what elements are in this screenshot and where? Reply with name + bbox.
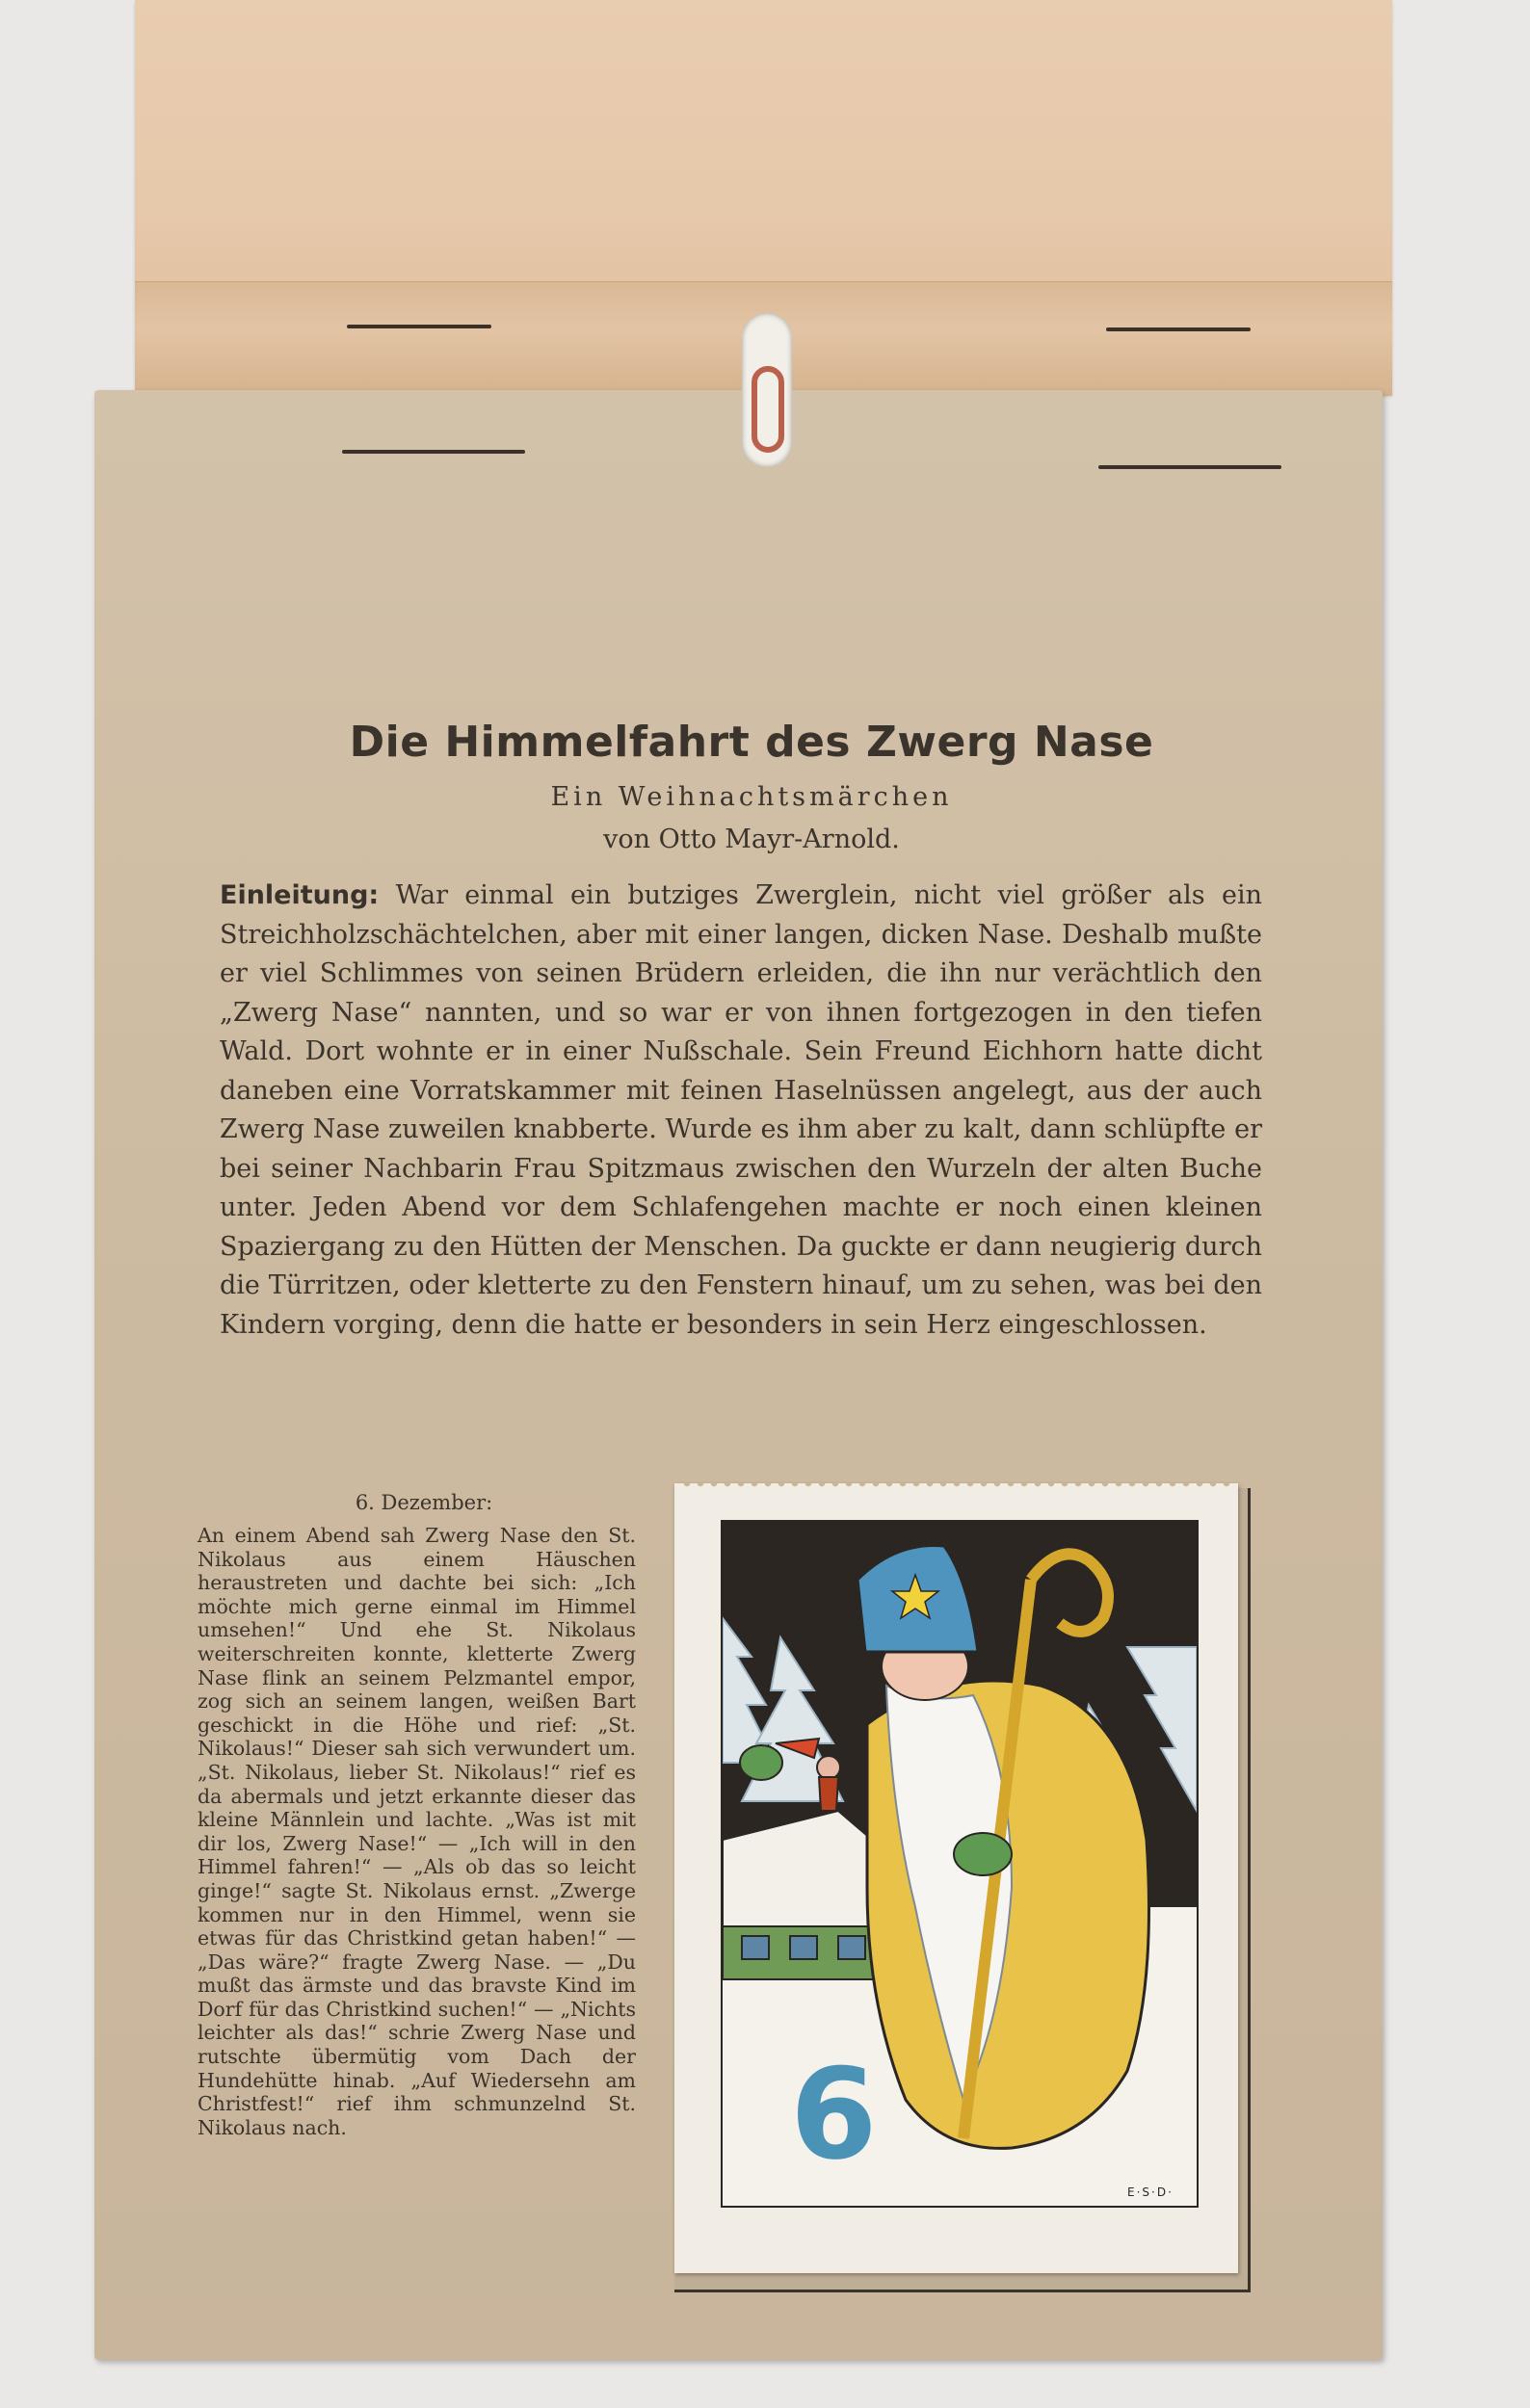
st-nikolaus-illustration <box>721 1520 1199 2208</box>
glove <box>740 1745 782 1780</box>
story-text: An einem Abend sah Zwerg Nase den St. Nikolaus aus einem Häuschen heraustreten und dachte bei sich: „Ich möchte mich gerne einmal im Himmel umsehen!“ Und ehe St. Nikolaus weiterschreiten konnte, kletterte Zwerg Nase flink an seinem Pelzmantel empor, zog sich an seinem langen, weißen Bart geschickt in die Höhe und rief: „St. Nikolaus!“ Dieser sah sich verwundert um. „St. Nikolaus, lieber St. Nikolaus!“ rief es da abermals und jetzt erkannte dieser das kleine Männlein und lachte. „Was ist mit dir los, Zwerg Nase!“ — „Ich will in den Himmel fahren!“ — „Als ob das so leicht ginge!“ sagte St. Nikolaus ernst. „Zwerge kommen nur in den Himmel, wenn sie etwas für das Christkind getan haben!“ — „Das wäre?“ fragte Zwerg Nase. — „Du mußt das ärmste und das bravste Kind im Dorf für das Christkind suchen!“ — „Nichts leichter als das!“ schrie Zwerg Nase und rutschte übermütig vom Dach der Hundehütte hinab. „Auf Wiedersehn am Christfest!“ rief ihm schmunzelnd St. Nikolaus nach. <box>198 1524 636 2139</box>
staple <box>1098 465 1281 469</box>
artist-signature: E·S·D· <box>1127 2186 1174 2199</box>
intro-label: Einleitung: <box>220 880 380 910</box>
staple <box>1106 327 1251 331</box>
intro-text: War einmal ein butziges Zwerglein, nicht viel größer als ein Streichholzschächtelchen, aber mit einer langen, dicken Nase. Deshalb mußte er viel Schlimmes von seinen Brüdern erleiden, die ihn nur verächtlich den „Zwerg Nase“ nannten, und so war er von ihnen fortgezogen in den tiefen Wald. Dort wohnte er in einer Nußschale. Sein Freund Eichhorn hatte dicht daneben eine Vorratskammer mit feinen Haselnüssen angelegt, aus der auch Zwerg Nase zuweilen knabberte. Wurde es ihm aber zu kalt, dann schlüpfte er bei seiner Nachbarin Frau Spitzmaus zwischen den Wurzeln der alten Buche unter. Jeden Abend vor dem Schlafengehen machte er noch einen kleinen Spaziergang zu den Hütten der Menschen. Da guckte er dann neugierig durch die Türritzen, oder kletterte zu den Fenstern hinauf, um zu sehen, was bei den Kindern vorging, denn die hatte er besonders in sein Herz eingeschlossen. <box>220 880 1262 1340</box>
intro-paragraph <box>220 877 1262 1345</box>
illustration-svg <box>723 1522 1197 2206</box>
day-number: 6 <box>790 2041 878 2187</box>
hanging-string <box>752 366 784 453</box>
story-date-heading: 6. Dezember: <box>355 1491 493 1514</box>
perforation-edge <box>682 1483 1230 1491</box>
page-title: Die Himmelfahrt des Zwerg Nase <box>349 718 1154 767</box>
page-subtitle: Ein Weihnachtsmärchen <box>550 782 953 812</box>
glove <box>954 1833 1012 1875</box>
calendar-day-card[interactable] <box>674 1483 1238 2273</box>
staple <box>347 325 491 328</box>
author-line: von Otto Mayr-Arnold. <box>603 824 900 854</box>
staple <box>342 450 525 454</box>
